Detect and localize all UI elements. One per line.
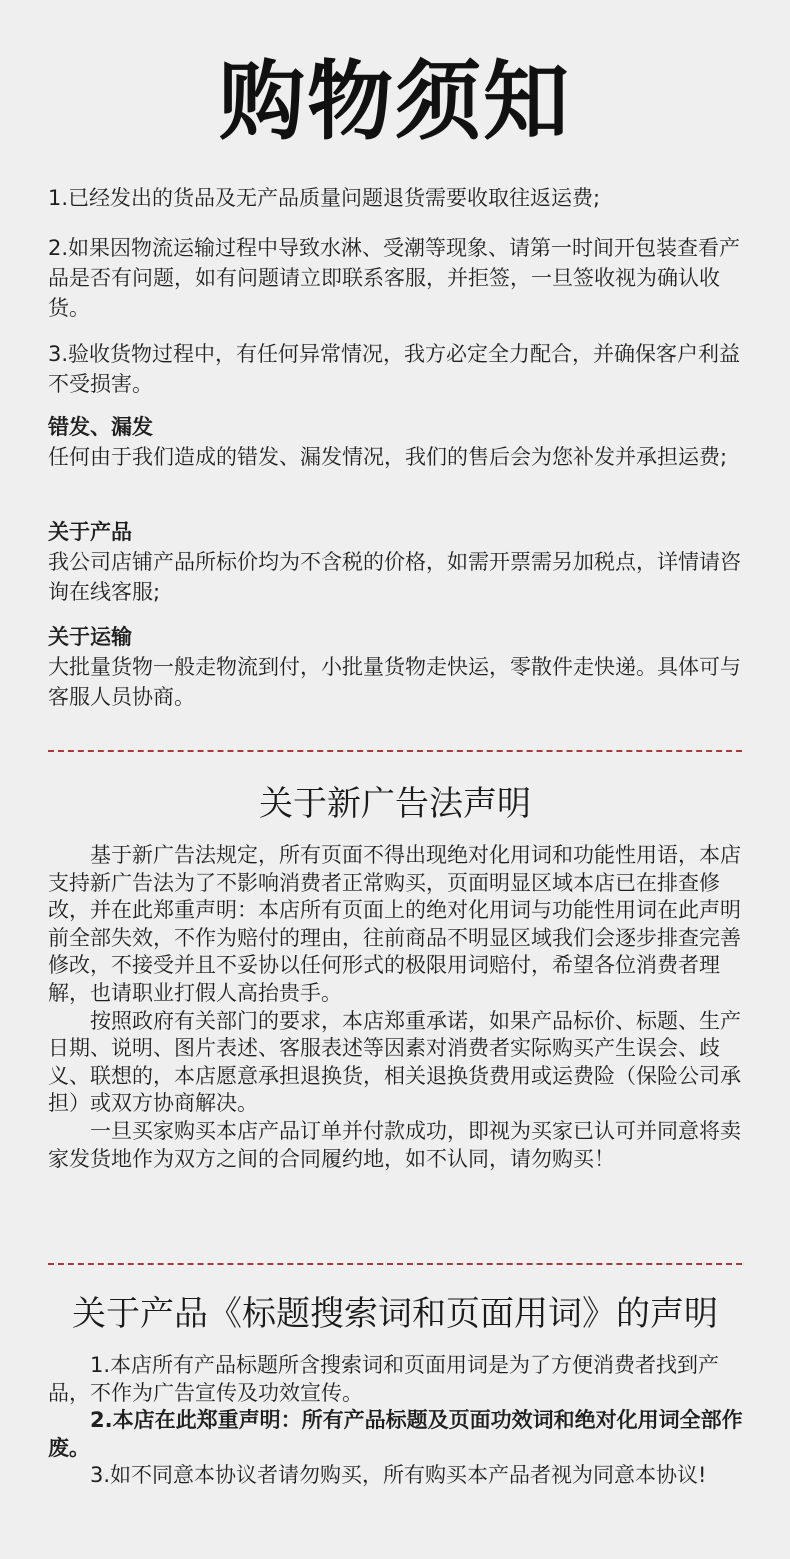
notice-item-3 [48,339,748,399]
notice-item-2 [48,233,748,323]
section-about-product [48,517,748,607]
section-heading: 关于运输 [48,625,132,649]
ad-law-paragraph-1: 基于新广告法规定，所有页面不得出现绝对化用词和功能性用语，本店支持新广告法为了不影响消费者正常购买，页面明显区域本店已在排查修改，并在此郑重声明：本店所有页面上的绝对化用词与功能性用词在此声明前全部失效，不作为赔付的理由，往前商品不明显区域我们会逐步排查完善修改，不接受并且不妥协以任何形式的极限用词赔付，希望各位消费者理解，也请职业打假人高抬贵手。 [48,843,741,1005]
title-statement-item-1: 1.本店所有产品标题所含搜索词和页面用词是为了方便消费者找到产品，不作为广告宣传及功效宣传。 [48,1353,720,1405]
title-statement-body [48,1352,748,1490]
section-body: 大批量货物一般走物流到付，小批量货物走快运，零散件走快递。具体可与客服人员协商。 [48,655,741,709]
title-statement-item-3: 3.如不同意本协议者请勿购买，所有购买本产品者视为同意本协议! [90,1463,707,1488]
ad-law-paragraph-2: 按照政府有关部门的要求，本店郑重承诺，如果产品标价、标题、生产日期、说明、图片表述、客服表述等因素对消费者实际购买产生误会、歧义、联想的，本店愿意承担退换货，相关退换货费用或运费险（保险公司承担）或双方协商解决。 [48,1008,741,1116]
dashed-divider [48,750,742,752]
notice-text: 2.如果因物流运输过程中导致水淋、受潮等现象、请第一时间开包装查看产品是否有问题，如有问题请立即联系客服，并拒签，一旦签收视为确认收货。 [48,236,741,320]
title-statement-title: 关于产品《标题搜索词和页面用词》的声明 [72,1294,718,1334]
notice-text: 1.已经发出的货品及无产品质量问题退货需要收取往返运费; [48,186,601,210]
ad-law-title: 关于新广告法声明 [259,784,531,824]
section-wrong-missing-shipment [48,412,748,472]
ad-law-statement [48,842,748,1173]
ad-law-paragraph-3: 一旦买家购买本店产品订单并付款成功，即视为买家已认可并同意将卖家发货地作为双方之间的合同履约地，如不认同，请勿购买！ [48,1118,741,1171]
notice-text: 3.验收货物过程中，有任何异常情况，我方必定全力配合，并确保客户利益不受损害。 [48,342,741,396]
section-heading: 错发、漏发 [48,415,153,439]
section-body: 我公司店铺产品所标价均为不含税的价格，如需开票需另加税点，详情请咨询在线客服; [48,550,741,604]
notice-item-1 [48,183,748,213]
page-title: 购物须知 [219,52,571,152]
dashed-divider [48,1263,742,1265]
section-about-shipping [48,622,748,712]
section-body: 任何由于我们造成的错发、漏发情况，我们的售后会为您补发并承担运费; [48,445,728,469]
section-heading: 关于产品 [48,520,132,544]
title-statement-item-2: 2.本店在此郑重声明：所有产品标题及页面功效词和绝对化用词全部作废。 [48,1408,743,1460]
